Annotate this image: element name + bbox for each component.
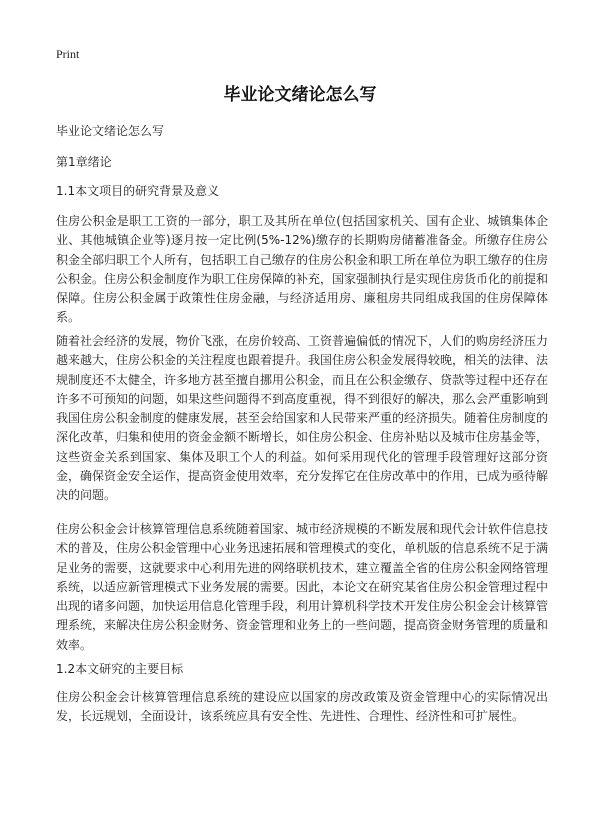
subtitle: 毕业论文绪论怎么写 bbox=[56, 124, 165, 138]
print-link[interactable]: Print bbox=[56, 47, 80, 61]
paragraph: 住房公积金是职工工资的一部分，职工及其所在单位(包括国家机关、国有企业、城镇集体企业、其他城镇企业等)逐月按一定比例(5%-12%)缴存的长期购房储蓄准备金。所缴存住房公积金全部归职工个人所有，包括职工自己缴存的住房公积金和职工所在单位为职工缴存的住房公积金。住房公积金制度作为职工住房保障的补充，国家强制执行是实现住房货币化的前提和保障。住房公积金属于政策性住房金融，与经济适用房、廉租房共同组成我国的住房保障体系。 bbox=[56, 214, 549, 325]
paragraph: 住房公积金会计核算管理信息系统的建设应以国家的房改政策及资金管理中心的实际情况出发，长远规划，全面设计，该系统应具有安全性、先进性、合理性、经济性和可扩展性。 bbox=[56, 690, 548, 724]
paragraph: 随着社会经济的发展，物价飞涨，在房价较高、工资普遍偏低的情况下，人们的购房经济压力越来越大，住房公积金的关注程度也跟着提升。我国住房公积金发展得较晚，相关的法律、法规制度还不太健全，许多地方甚至擅自挪用公积金，而且在公积金缴存、贷款等过程中还存在许多不可预知的问题，如果这些问题得不到高度重视，得不到很好的解决，那么会严重影响到我国住房公积金制度的健康发展，甚至会给国家和人民带来严重的经济损失。随着住房制度的深化改革，归集和使用的资金金额不断增长，如住房公积金、住房补贴以及城市住房基金等，这些资金关系到国家、集体及职工个人的利益。如何采用现代化的管理手段管理好这部分资金，确保资金安全运作，提高资金使用效率，充分发挥它在住房改革中的作用，已成为亟待解决的问题。 bbox=[56, 334, 549, 503]
section-heading-1-2: 1.2本文研究的主要目标 bbox=[56, 662, 184, 676]
paragraph: 住房公积金会计核算管理信息系统随着国家、城市经济规模的不断发展和现代会计软件信息技术的普及，住房公积金管理中心业务迅速拓展和管理模式的变化，单机版的信息系统不足于满足业务的需要，这就要求中心利用先进的网络联机技术，建立覆盖全省的住房公积金网络管理系统，以适应新管理模式下业务发展的需要。因此，本论文在研究某省住房公积金管理过程中出现的诸多问题，加快运用信息化管理手段，利用计算机科学技术开发住房公积金会计核算管理系统，来解决住房公积金财务、资金管理和业务上的一些问题，提高资金财务管理的质量和效率。 bbox=[56, 522, 549, 652]
chapter-heading: 第1章绪论 bbox=[56, 155, 112, 169]
page-title: 毕业论文绪论怎么写 bbox=[223, 85, 377, 105]
section-heading-1-1: 1.1本文项目的研究背景及意义 bbox=[56, 184, 220, 198]
